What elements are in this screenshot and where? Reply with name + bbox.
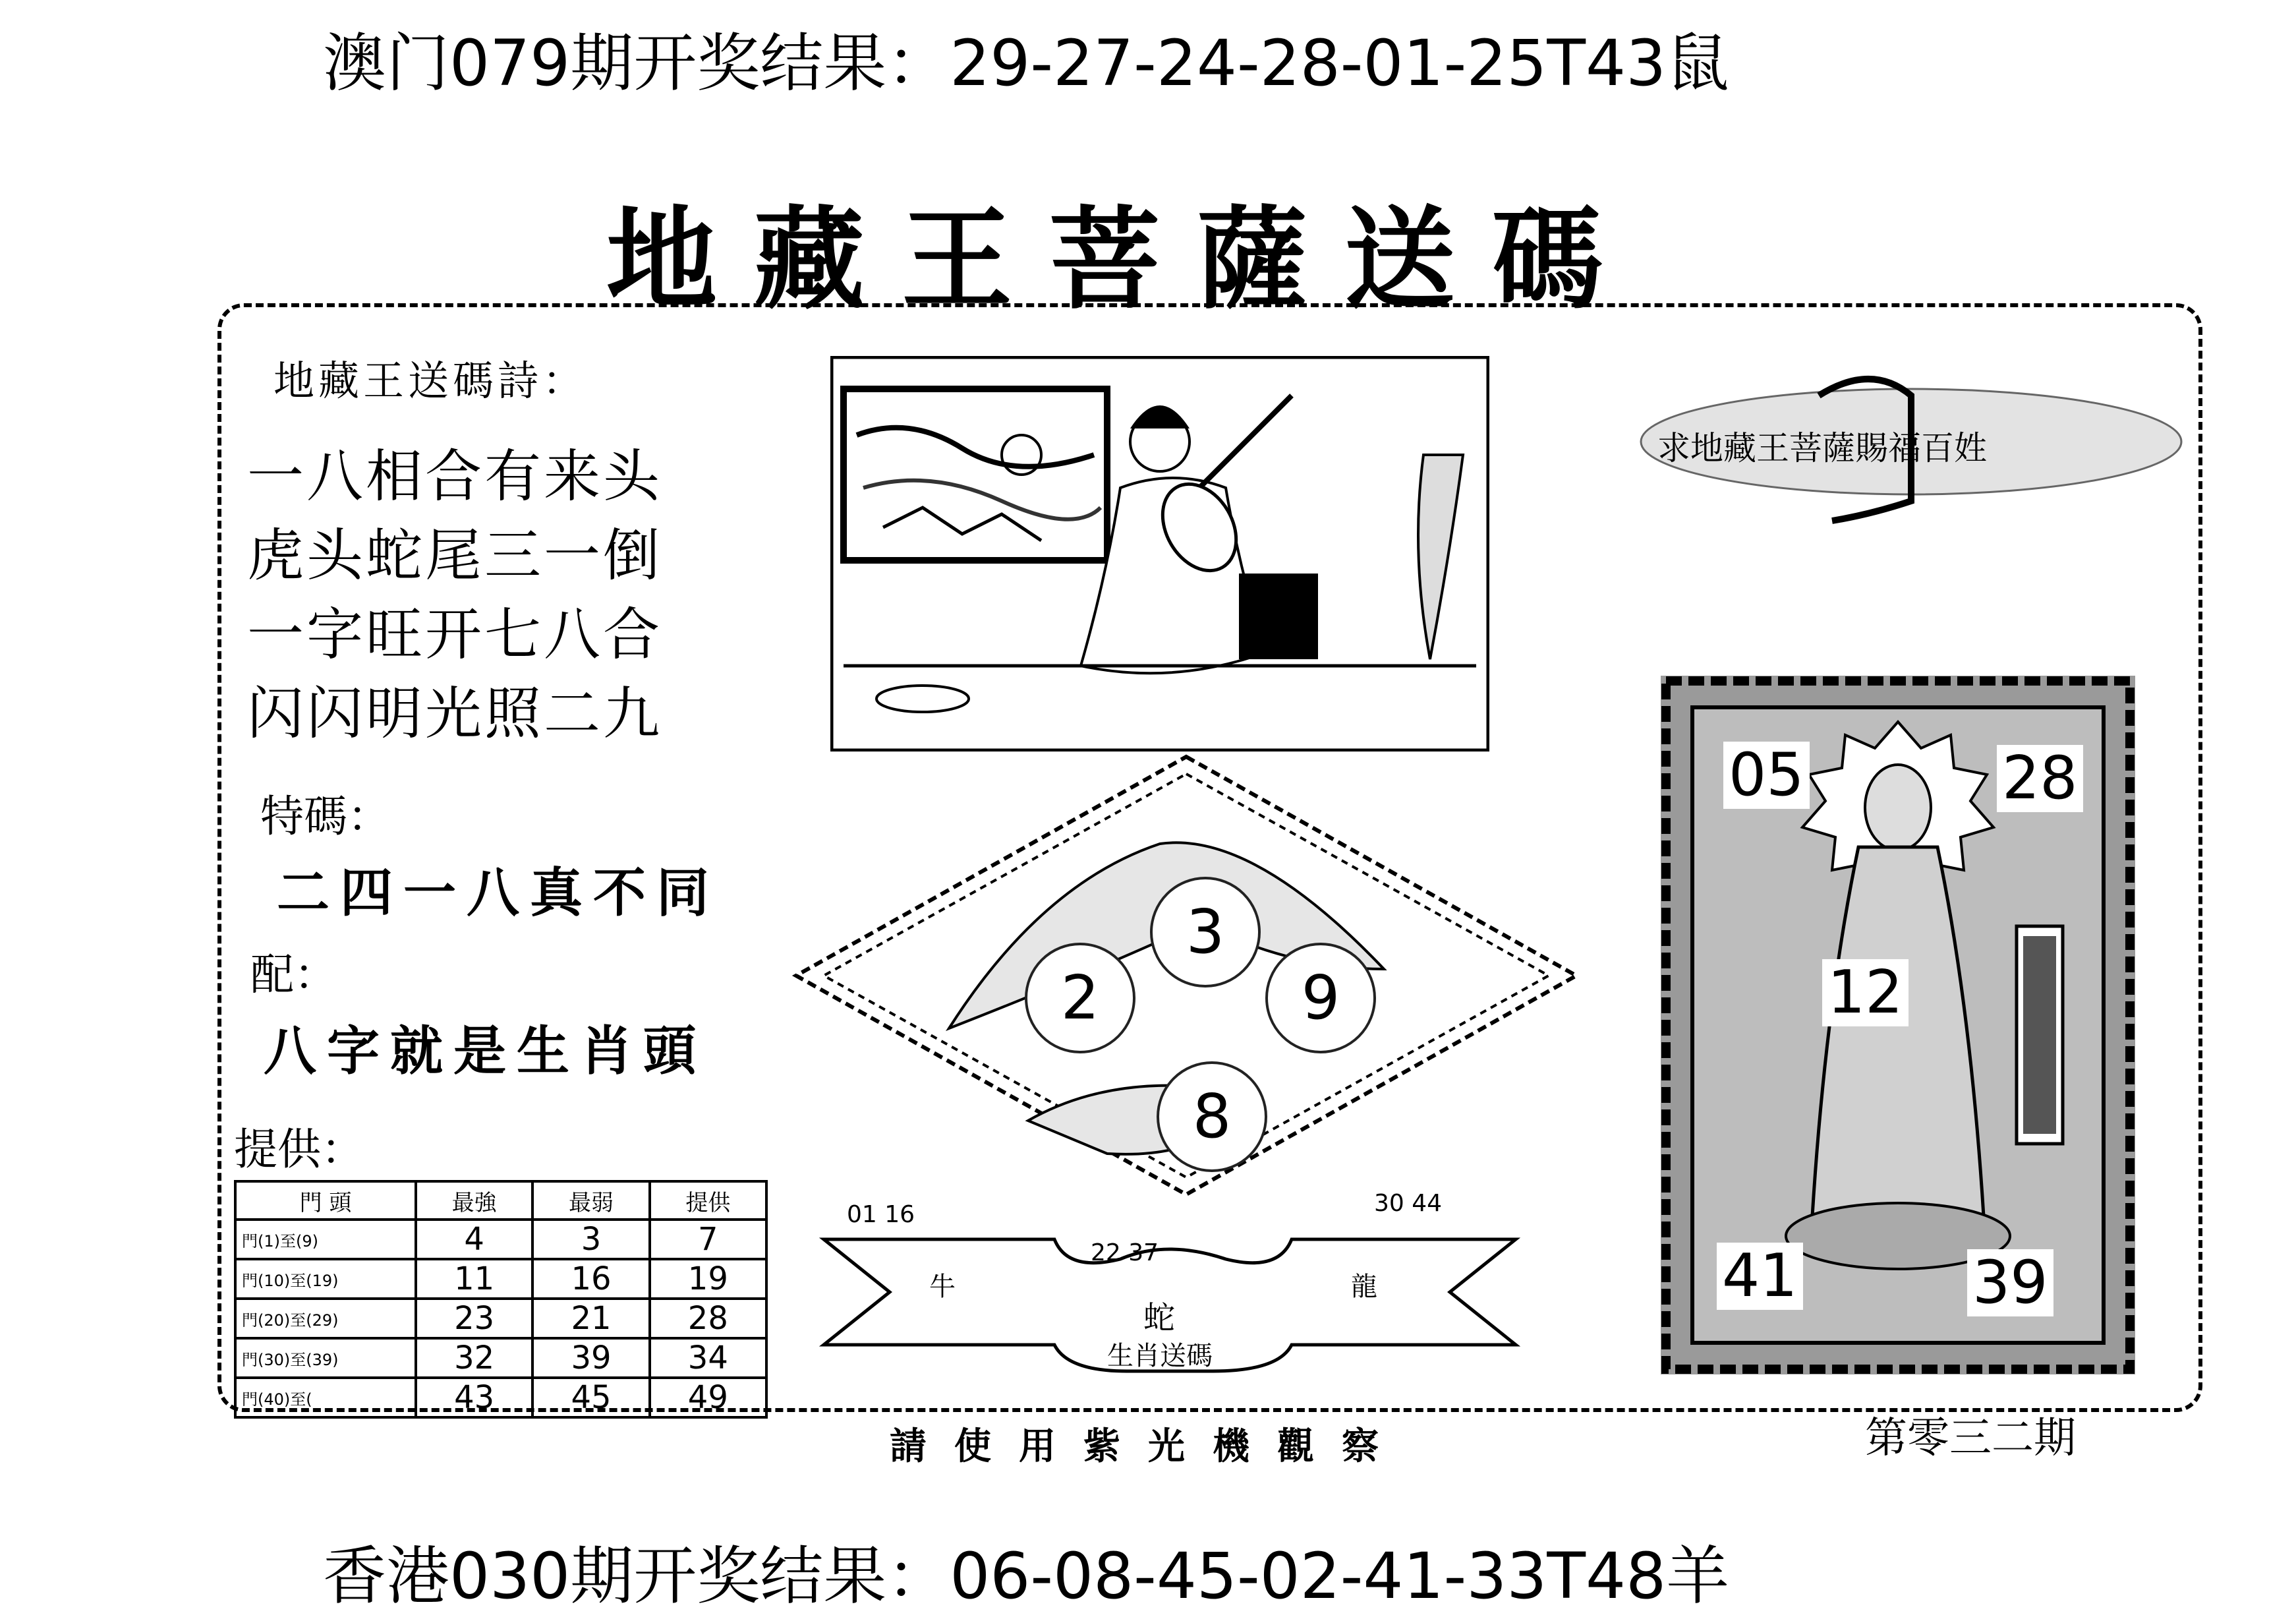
zodiac-nums-right: 30 44 bbox=[1374, 1190, 1443, 1217]
cell: 19 bbox=[650, 1259, 766, 1299]
poem-heading: 地藏王送碼詩： bbox=[273, 357, 588, 405]
row-label: 門(40)至( bbox=[235, 1378, 416, 1417]
zodiac-right-animal: 龍 bbox=[1351, 1272, 1377, 1302]
zodiac-nums-center: 22 37 bbox=[1091, 1239, 1159, 1266]
seal-text: 求地藏王菩薩賜福百姓 bbox=[1657, 429, 1987, 467]
poem-line: 闪闪明光照二九 bbox=[247, 681, 662, 747]
cell: 4 bbox=[416, 1220, 532, 1259]
cell: 23 bbox=[416, 1299, 532, 1338]
match-text: 八字就是生肖頭 bbox=[264, 1020, 706, 1082]
row-label: 門(10)至(19) bbox=[235, 1259, 416, 1299]
table-header: 最強 bbox=[416, 1181, 532, 1220]
cell: 21 bbox=[532, 1299, 649, 1338]
diamond-ball: 8 bbox=[1157, 1061, 1267, 1172]
table-row bbox=[235, 1299, 766, 1338]
row-label: 門(1)至(9) bbox=[235, 1220, 416, 1259]
buddha-number-center: 12 bbox=[1822, 959, 1909, 1026]
zodiac-center-animal: 蛇 bbox=[1143, 1299, 1176, 1336]
table-header: 門 頭 bbox=[235, 1181, 416, 1220]
table-row bbox=[235, 1338, 766, 1378]
cell: 43 bbox=[416, 1378, 532, 1417]
cell: 45 bbox=[532, 1378, 649, 1417]
row-label: 門(20)至(29) bbox=[235, 1299, 416, 1338]
table-header-row bbox=[235, 1181, 766, 1220]
buddha-number-bottom-right: 39 bbox=[1967, 1249, 2053, 1316]
buddha-number-top-left: 05 bbox=[1723, 742, 1810, 809]
issue-number: 第零三二期 bbox=[1865, 1414, 2076, 1463]
cell: 39 bbox=[532, 1338, 649, 1378]
macau-result-banner: 澳门079期开奖结果：29-27-24-28-01-25T43鼠 bbox=[323, 26, 1730, 100]
poem bbox=[247, 444, 662, 747]
cell: 7 bbox=[650, 1220, 766, 1259]
poem-line: 虎头蛇尾三一倒 bbox=[247, 523, 662, 589]
table-row bbox=[235, 1378, 766, 1417]
buddha-number-bottom-left: 41 bbox=[1717, 1243, 1803, 1310]
poem-line: 一八相合有来头 bbox=[247, 444, 662, 510]
cell: 49 bbox=[650, 1378, 766, 1417]
diamond-ball: 9 bbox=[1265, 943, 1376, 1053]
cell: 11 bbox=[416, 1259, 532, 1299]
number-table bbox=[234, 1180, 768, 1419]
lady-painting-illustration bbox=[830, 356, 1489, 752]
footer-note: 請使用紫光機觀察 bbox=[890, 1425, 1406, 1468]
cell: 34 bbox=[650, 1338, 766, 1378]
page-title: 地藏王菩薩送碼 bbox=[606, 194, 1640, 324]
table-row bbox=[235, 1220, 766, 1259]
zodiac-nums-left: 01 16 bbox=[847, 1201, 915, 1228]
hk-result-banner: 香港030期开奖结果：06-08-45-02-41-33T48羊 bbox=[323, 1539, 1730, 1613]
match-label: 配： bbox=[250, 949, 337, 1000]
buddha-number-top-right: 28 bbox=[1997, 745, 2083, 812]
table-header: 提供 bbox=[650, 1181, 766, 1220]
zodiac-caption: 生肖送碼 bbox=[1107, 1341, 1213, 1371]
provider-label: 提供： bbox=[234, 1124, 364, 1175]
cell: 3 bbox=[532, 1220, 649, 1259]
diamond-ball: 3 bbox=[1150, 877, 1261, 987]
cell: 28 bbox=[650, 1299, 766, 1338]
table-row bbox=[235, 1259, 766, 1299]
zodiac-left-animal: 牛 bbox=[929, 1272, 956, 1302]
table-header: 最弱 bbox=[532, 1181, 649, 1220]
cell: 32 bbox=[416, 1338, 532, 1378]
diamond-ball: 2 bbox=[1025, 943, 1135, 1053]
special-label: 特碼： bbox=[260, 791, 391, 842]
row-label: 門(30)至(39) bbox=[235, 1338, 416, 1378]
cell: 16 bbox=[532, 1259, 649, 1299]
poem-line: 一字旺开七八合 bbox=[247, 602, 662, 668]
special-text: 二四一八真不同 bbox=[277, 862, 720, 924]
